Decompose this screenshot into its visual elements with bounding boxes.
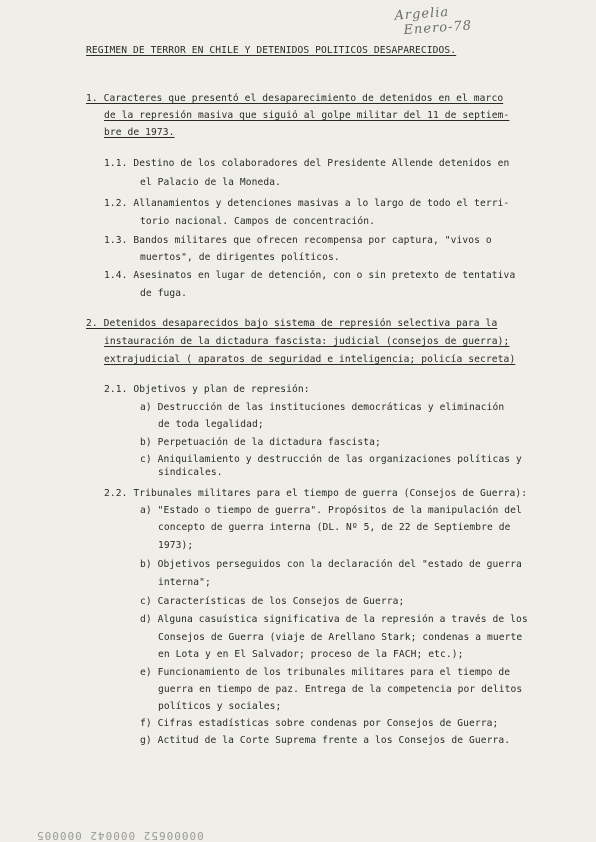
handwritten-line-1: Argelia [394,4,450,24]
sub-2-2-item-b-line-1: b) Objetivos perseguidos con la declaración del "estado de guerra [140,559,522,570]
sub-2-1-item-a-line-1: a) Destrucción de las instituciones democráticas y eliminación [140,402,505,413]
section-1-heading-line-3: bre de 1973. [104,127,175,138]
sub-2-1-item-c-line-2: sindicales. [158,467,223,478]
sub-2-2-item-e-line-2: guerra en tiempo de paz. Entrega de la competencia por delitos [158,684,523,695]
archive-stamp: 00000652 000042 000005 [36,829,204,842]
item-1-2-line-2: torio nacional. Campos de concentración. [140,216,376,227]
section-2-heading-line-3: extrajudicial ( aparatos de seguridad e inteligencia; policía secreta) [104,354,516,365]
item-1-3-line-1: 1.3. Bandos militares que ofrecen recompensa por captura, "vivos o [104,235,492,246]
sub-2-2-item-b-line-2: interna"; [158,577,211,588]
sub-2-2-item-e-line-1: e) Funcionamiento de los tribunales militares para el tiempo de [140,667,511,678]
sub-2-2-item-c: c) Características de los Consejos de Guerra; [140,596,405,607]
sub-2-1-item-b: b) Perpetuación de la dictadura fascista; [140,437,381,448]
sub-2-2-item-a-line-2: concepto de guerra interna (DL. Nº 5, de 22 de Septiembre de [158,522,511,533]
item-1-3-line-2: muertos", de dirigentes políticos. [140,252,340,263]
item-1-2-line-1: 1.2. Allanamientos y detenciones masivas a lo largo de todo el terri- [104,198,510,209]
sub-2-2-item-d-line-2: Consejos de Guerra (viaje de Arellano Stark; condenas a muerte [158,632,523,643]
sub-2-2-item-d-line-1: d) Alguna casuística significativa de la represión a través de los [140,614,528,625]
item-1-4-line-1: 1.4. Asesinatos en lugar de detención, con o sin pretexto de tentativa [104,270,516,281]
handwritten-line-2: Enero-78 [403,18,473,39]
sub-2-2-item-d-line-3: en Lota y en El Salvador; proceso de la FACH; etc.); [158,649,464,660]
document-title: REGIMEN DE TERROR EN CHILE Y DETENIDOS POLITICOS DESAPARECIDOS. [86,45,457,56]
sub-2-2-item-g: g) Actitud de la Corte Suprema frente a los Consejos de Guerra. [140,735,511,746]
section-2-heading-line-1: 2. Detenidos desaparecidos bajo sistema de represión selectiva para la [86,318,498,329]
item-1-1-line-2: el Palacio de la Moneda. [140,177,282,188]
sub-2-1-item-a-line-2: de toda legalidad; [158,419,264,430]
sub-2-1-item-c-line-1: c) Aniquilamiento y destrucción de las organizaciones políticas y [140,454,522,465]
item-1-1-line-1: 1.1. Destino de los colaboradores del Presidente Allende detenidos en [104,158,510,169]
item-1-4-line-2: de fuga. [140,288,188,299]
sub-2-2-item-f: f) Cifras estadísticas sobre condenas por Consejos de Guerra; [140,718,499,729]
sub-2-1-heading: 2.1. Objetivos y plan de represión: [104,384,310,395]
sub-2-2-item-e-line-3: políticos y sociales; [158,701,282,712]
sub-2-2-heading: 2.2. Tribunales militares para el tiempo de guerra (Consejos de Guerra): [104,488,528,499]
handwritten-annotation [394,3,472,38]
sub-2-2-item-a-line-1: a) "Estado o tiempo de guerra". Propósitos de la manipulación del [140,505,522,516]
section-1-heading-line-1: 1. Caracteres que presentó el desaparecimiento de detenidos en el marco [86,93,504,104]
section-2-heading-line-2: instauración de la dictadura fascista: judicial (consejos de guerra); [104,336,510,347]
sub-2-2-item-a-line-3: 1973); [158,540,194,551]
section-1-heading-line-2: de la represión masiva que siguió al golpe militar del 11 de septiem- [104,110,510,121]
